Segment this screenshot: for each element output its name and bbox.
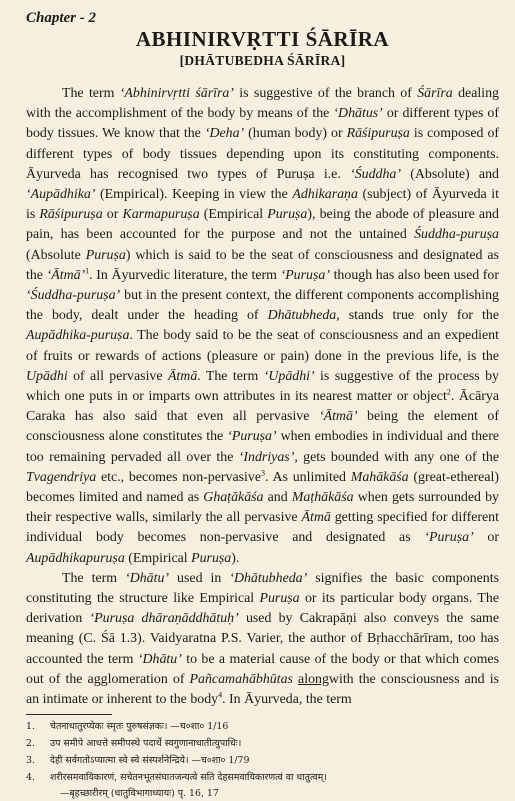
footnote-number: 4. xyxy=(26,772,35,784)
footnote-text: उप समीपे आधत्ते समीपस्थे पदार्थे स्वगुणानाधातीत्युपाधिः। xyxy=(50,738,242,750)
footnote-text: शरीरसमवायिकारणं, सचेतनभूतसंघातजन्यत्वे सति देहसमवायिकारणत्वं वा धातुत्वम्। xyxy=(50,772,327,784)
footnote-number: 3. xyxy=(26,755,35,767)
footnote-number: 2. xyxy=(26,738,35,750)
paragraph-1: The term ‘Abhinirvṛtti śārīra’ is suggestive of the branch of Śārīra dealing with the accomplishment of the body by means of the ‘Dhātus’ or different types of body tissues. We know that the ‘Deha’ (human body) or Rāśipuruṣa is composed of different types of body tissues depending upon its constituting components. Āyurveda has recognised two types of Puruṣa i.e. ‘Śuddha’ (Absolute) and ‘Aupādhika’ (Empirical). Keeping in view the Adhikaraṇa (subject) of Āyurveda it is Rāśipuruṣa or Karmapuruṣa (Empirical Puruṣa), being the abode of pleasure and pain, has been accounted for the purpose and not the untained Śuddha-puruṣa (Absolute Puruṣa) which is said to be the seat of consciousness and designated as the ‘Ātmā’$^1$. In Āyurvedic literature, the term ‘Puruṣa’ though has also been used for ‘Śuddha-puruṣa’ but in the present context, the different components accomplishing the body, dealt under the heading of Dhātubheda, stands true only for the Aupādhika-puruṣa. The body said to be the seat of consciousness and an expedient of fruits or rewards of actions (pleasure or pain) done in the previous life, is the Upādhi of all pervasive Ātmā. The term ‘Upādhi’ is suggestive of the process by which one puts in or imparts own attributes in its nearest matter or object$^2$. Ācārya Caraka has also said that even all pervasive ‘Ātmā’ being the element of consciousness alone constitutes the ‘Puruṣa’ when embodies in individual and there too remaining pervaded all over the ‘Indriyas’, gets bounded with any one of the Tvagendriya etc., becomes non-pervasive$^3$. As unlimited Mahākāśa (great-ethereal) becomes limited and named as Ghaṭākāśa and Maṭhākāśa when gets surrounded by their respective walls, similarly the all pervasive Ātmā getting specified for different individual body becomes non-pervasive and designated as ‘Puruṣa’ or Aupādhikapuruṣa (Empirical Puruṣa). xyxy=(26,86,500,566)
footnote-item xyxy=(26,735,499,752)
chapter-title: ABHINIRVṚTTI ŚĀRĪRA xyxy=(135,27,390,51)
footnote-number: 1. xyxy=(26,721,35,733)
footnote-divider xyxy=(26,714,112,715)
chapter-subtitle: [DHĀTUBEDHA ŚĀRĪRA] xyxy=(179,53,346,68)
footnote-item xyxy=(26,718,499,735)
footnotes xyxy=(26,718,499,786)
paragraph-2: The term ‘Dhātu’ used in ‘Dhātubheda’ signifies the basic components constituting the structure like Empirical Puruṣa or its particular body organs. The derivation ‘Puruṣa dhāraṇāddhātuḥ’ used by Cakrapāṇi also conveys the same meaning (C. Śā 1.3). Vaidyaratna P.S. Varier, the author of Bṛhacchārīram, too has accounted the term ‘Dhātu’ to be a material cause of the body or that which comes out of the agglomeration of Pañcamahābhūtas alongwith the consciousness and is an intimate or inherent to the body$^4$. In Āyurveda, the term xyxy=(26,570,499,708)
chapter-label: Chapter - 2 xyxy=(26,10,97,26)
footnote-item xyxy=(26,752,499,769)
footnote-text: चेतनाधातुरप्येकः स्मृतः पुरुषसंज्ञकः। —च०शा० 1/16 xyxy=(50,721,229,733)
footnote-continuation: —बृहच्छारीरम् (धातुविभागाध्यायः) पृ. 16, 17 xyxy=(60,788,219,800)
body-text xyxy=(26,84,499,710)
footnote-item xyxy=(26,769,499,786)
footnote-text: देही सर्वगतोऽप्यात्मा स्वे स्वे संस्पर्शनेन्द्रिये। —च०शा० 1/79 xyxy=(50,755,250,767)
